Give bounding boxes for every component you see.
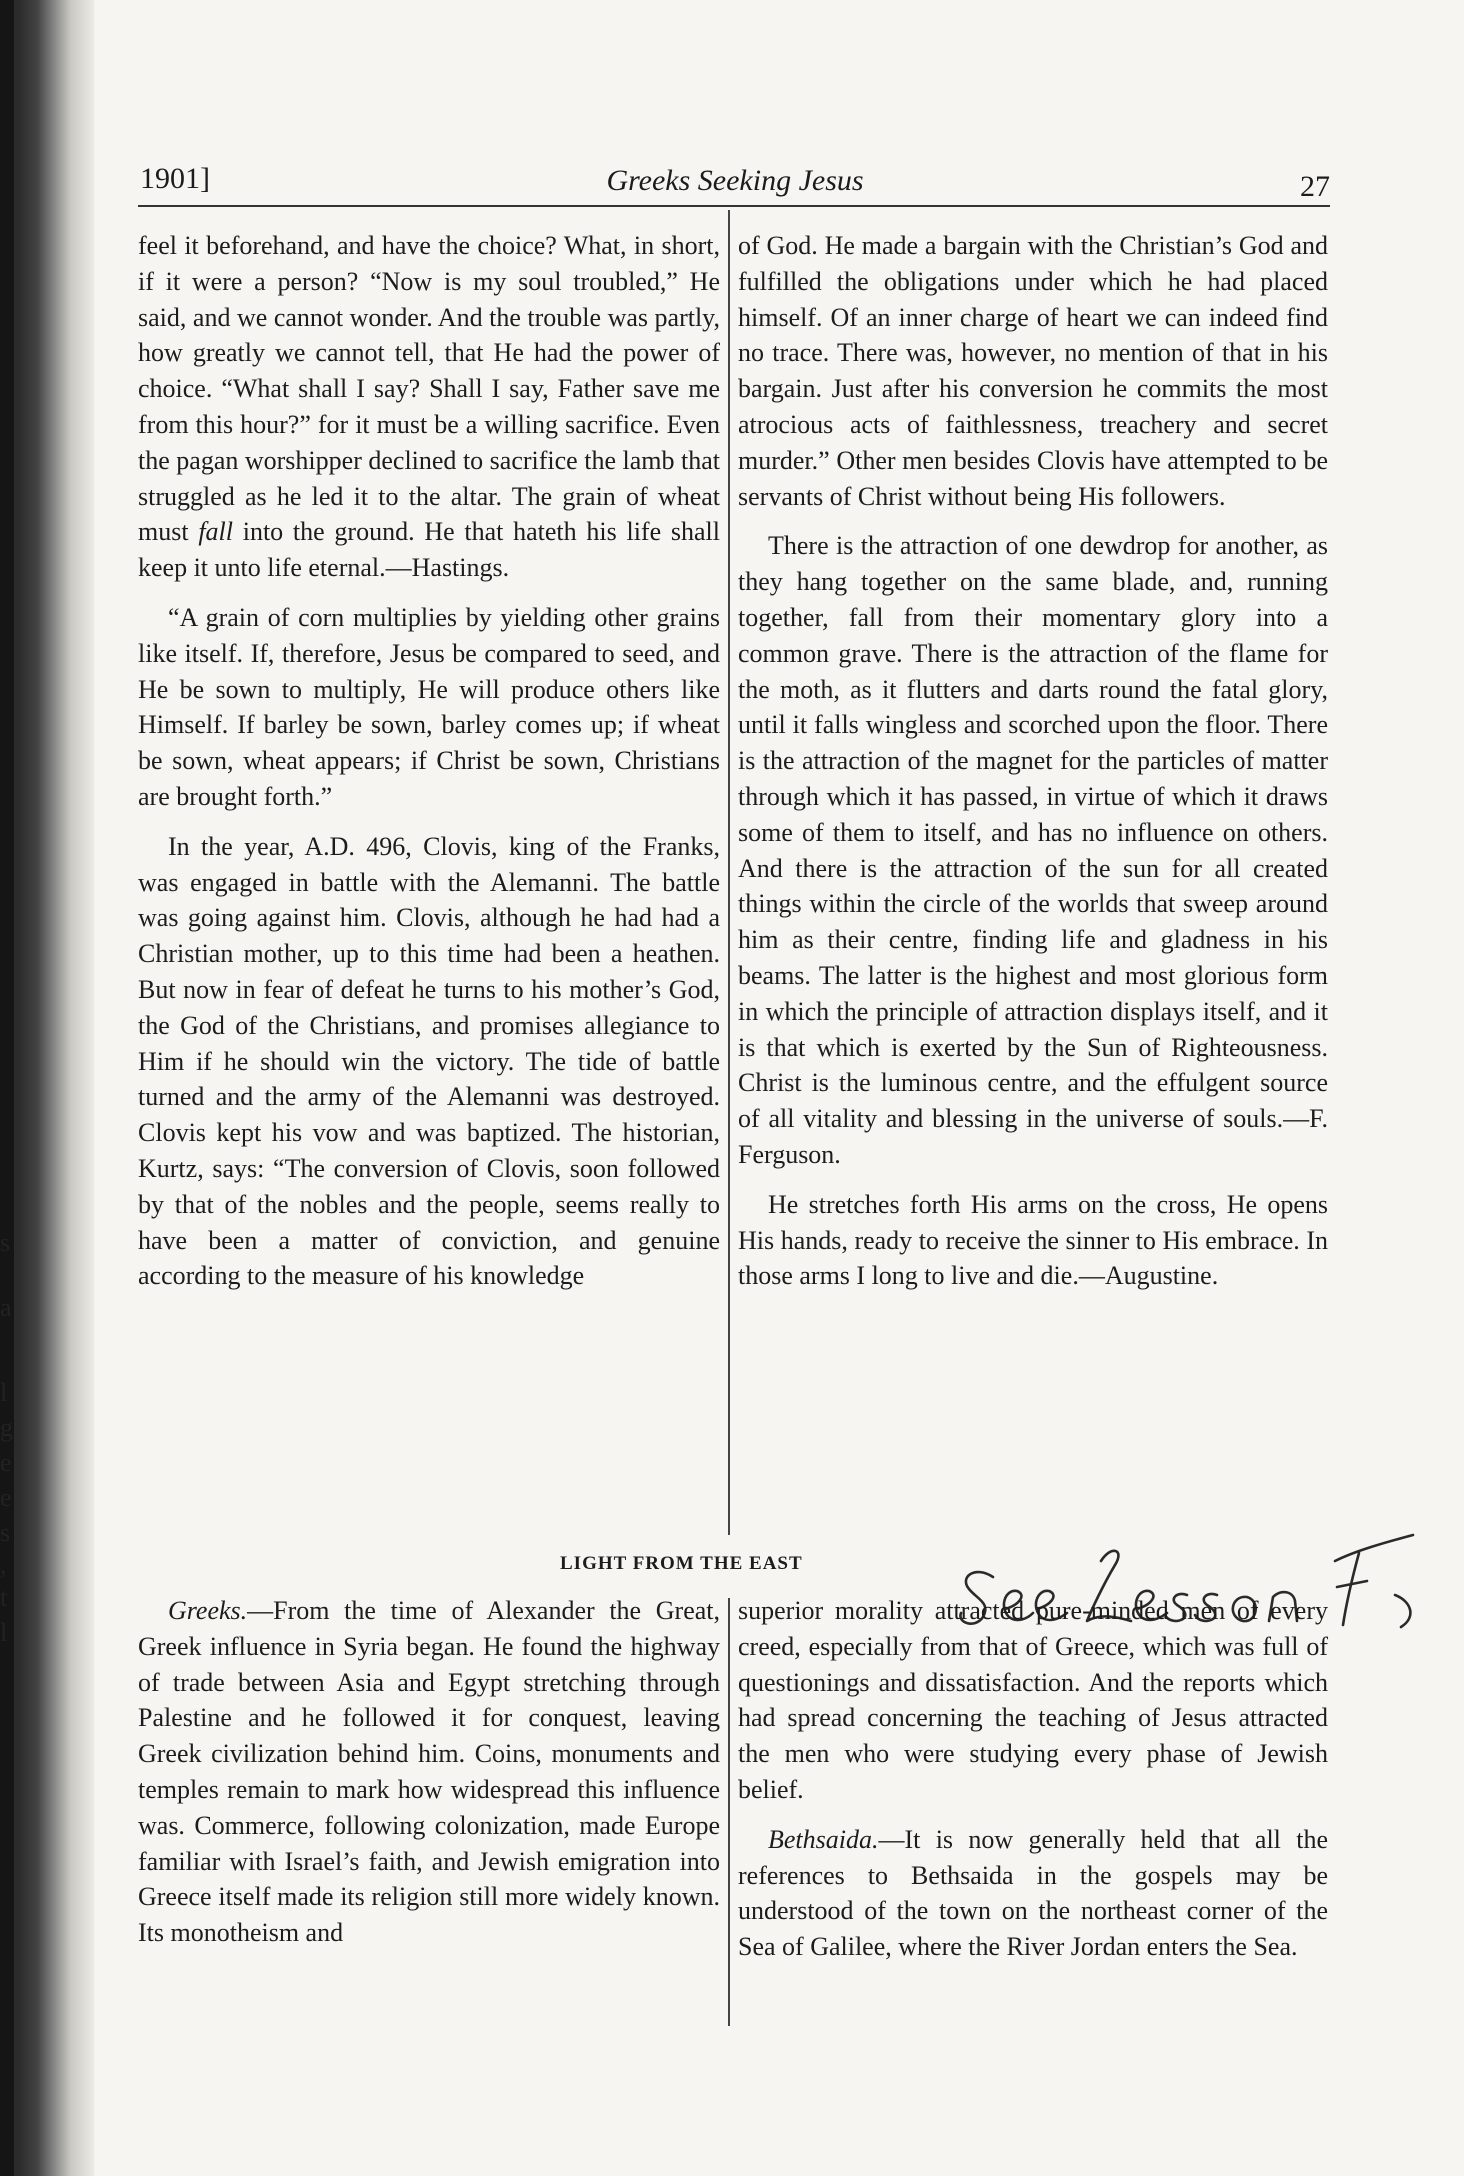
margin-mark: l xyxy=(0,1378,8,1407)
margin-mark: g xyxy=(0,1413,13,1442)
margin-mark: s xyxy=(0,1228,11,1257)
paragraph: Bethsaida.—It is now generally held that all the references to Bethsaida in the gospels may be understood of the town on the northeast corner of the Sea of Galilee, where the River Jordan enters the Sea. xyxy=(738,1824,1328,1962)
column-divider-top xyxy=(728,210,730,1535)
left-column-top xyxy=(138,228,720,1308)
margin-mark: e xyxy=(0,1483,12,1512)
emphasis: fall xyxy=(198,517,233,547)
book-binding-edge xyxy=(0,0,14,2176)
margin-mark: s xyxy=(0,1518,11,1547)
section-title: LIGHT FROM THE EAST xyxy=(560,1553,803,1574)
header-year: 1901] xyxy=(140,162,210,195)
running-header xyxy=(140,158,1330,208)
paragraph-lead: Bethsaida. xyxy=(768,1824,879,1854)
book-binding-shadow xyxy=(0,0,94,2176)
paragraph: superior morality attracted pure-minded men of every creed, especially from that of Greece, which was full of questionings and dissatisfaction. And the reports which had spread concerning the teaching of Jesus attracted the men who were studying every phase of Jewish belief. xyxy=(738,1596,1328,1804)
margin-mark: a xyxy=(0,1293,12,1322)
header-running-title: Greeks Seeking Jesus xyxy=(606,164,864,197)
paragraph-lead: Greeks. xyxy=(168,1596,248,1625)
header-rule xyxy=(138,205,1330,207)
margin-mark: , xyxy=(0,1550,7,1579)
right-column-bottom xyxy=(738,1593,1328,1979)
page-number: 27 xyxy=(1300,170,1330,203)
paragraph: “A grain of corn multiplies by yielding other grains like itself. If, therefore, Jesus be compared to seed, and He be sown to multiply, He will produce others like Himself. If barley be sown, barley comes up; if wheat be sown, wheat appears; if Christ be sown, Christians are brought forth.” xyxy=(138,602,720,811)
margin-mark: l xyxy=(0,1618,8,1647)
margin-mark: e xyxy=(0,1448,12,1477)
paragraph: feel it beforehand, and have the choice? What, in short, if it were a person? “Now is my soul troubled,” He said, and we cannot wonder. And the trouble was partly, how greatly we cannot tell, that He had the power of choice. “What shall I say? Shall I say, Father save me from this hour?” for it must be a willing sacrifice. Even the pagan worshipper declined to sacrifice the lamb that struggled as he led it to the altar. The grain of wheat must fall into the ground. He that hateth his life shall keep it unto life eternal.—Hastings. xyxy=(138,231,720,583)
right-column-top xyxy=(738,228,1328,1308)
paragraph: There is the attraction of one dewdrop for another, as they hang together on the same blade, and, running together, fall from their momentary glory into a common grave. There is the attraction of the flame for the moth, as it flutters and darts round the fatal glory, until it falls wingless and scorched upon the floor. There is the attraction of the magnet for the particles of matter through which it has passed, in virtue of which it draws some of them to itself, and has no influence on others. And there is the attraction of the sun for all created things within the circle of the worlds that sweep around him as their centre, finding life and gladness in his beams. The latter is the highest and most glorious form in which the principle of attraction displays itself, and it is that which is exerted by the Sun of Righteousness. Christ is the luminous centre, and the effulgent source of all vitality and blessing in the universe of souls.—F. Ferguson. xyxy=(738,531,1328,1169)
margin-mark: t xyxy=(0,1583,8,1612)
left-column-bottom xyxy=(138,1593,720,1965)
paragraph: In the year, A.D. 496, Clovis, king of the Franks, was engaged in battle with the Alemanni. The battle was going against him. Clovis, although he had had a Christian mother, up to this time had been a heathen. But now in fear of defeat he turns to his mother’s God, the God of the Christians, and promises allegiance to Him if he should win the victory. The tide of battle turned and the army of the Alemanni was destroyed. Clovis kept his vow and was baptized. The historian, Kurtz, says: “The conversion of Clovis, soon followed by that of the nobles and the people, seems really to have been a matter of conviction, and genuine according to the measure of his knowledge xyxy=(138,831,720,1291)
column-divider-bottom xyxy=(728,1598,730,2026)
paragraph: He stretches forth His arms on the cross, He opens His hands, ready to receive the sinner to His embrace. In those arms I long to live and die.—Augustine. xyxy=(738,1189,1328,1291)
paragraph: of God. He made a bargain with the Christian’s God and fulfilled the obligations under which he had placed himself. Of an inner charge of heart we can indeed find no trace. There was, however, no mention of that in his bargain. Just after his conversion he commits the most atrocious acts of faithlessness, treachery and secret murder.” Other men besides Clovis have attempted to be servants of Christ without being His followers. xyxy=(738,231,1328,511)
paragraph: Greeks.—From the time of Alexander the Great, Greek influence in Syria began. He found the highway of trade between Asia and Egypt stretching through Palestine and he followed it for conquest, leaving Greek civilization behind him. Coins, monuments and temples remain to mark how widespread this influence was. Commerce, following colonization, made Europe familiar with Israel’s faith, and Jewish emigration into Greece itself made its religion still more widely known. Its monotheism and xyxy=(138,1596,720,1948)
